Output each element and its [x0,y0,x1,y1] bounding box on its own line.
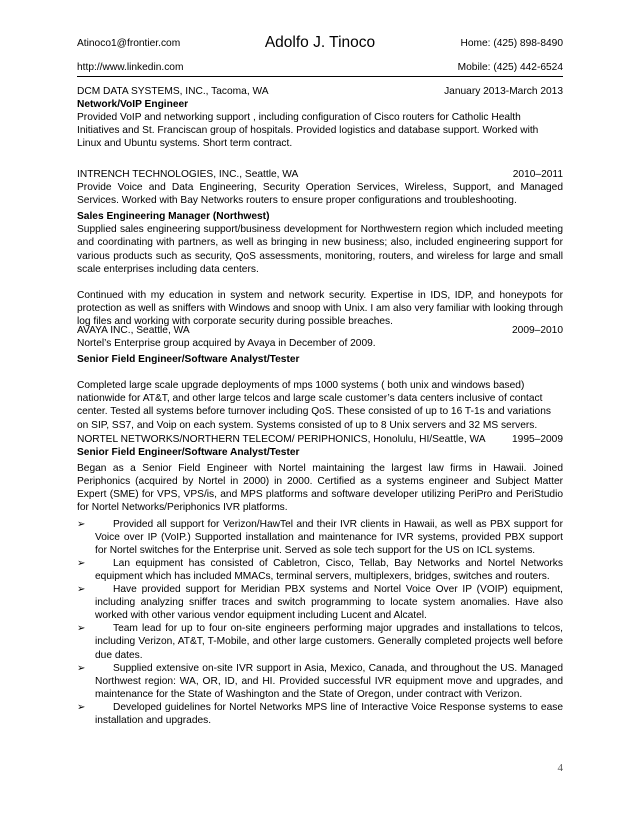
list-item [77,557,563,583]
job-dates: 1995–2009 [512,434,563,445]
job-dates: January 2013-March 2013 [444,86,563,97]
bullet-text: Supplied extensive on-site IVR support in Asia, Mexico, Canada, and throughout the US. Managed Northwest region: WA, OR, ID, and HI. Provided successful IVR equipment move and upgrades, and maintenance for the State of Washington and the State of Oregon, under contract with Verizon. [95,662,563,700]
linkedin-url: http://www.linkedin.com [77,62,184,73]
arrow-bullet-icon: ➢ [77,662,86,674]
home-phone: Home: (425) 898-8490 [460,38,563,49]
job-dcm [77,85,563,150]
job-avaya [77,324,563,432]
job-intrench [77,168,563,328]
bullet-text: Team lead for up to four on-site engineers performing major upgrades and installations to telcos, including Verizon, AT&T, T-Mobile, and other large customers. Generally completed projects well before due dates. [95,623,563,661]
arrow-bullet-icon: ➢ [77,623,86,635]
arrow-bullet-icon: ➢ [77,557,86,569]
arrow-bullet-icon: ➢ [77,518,86,530]
job-title: Senior Field Engineer/Software Analyst/Tester [77,354,300,366]
job-description: Provide Voice and Data Engineering, Security Operation Services, Wireless, Support, and Managed Services. Worked with Bay Networks routers to ensure proper configurations and troubleshooting. [77,182,563,207]
bullet-text: Provided all support for Verizon/HawTel and their IVR clients in Hawaii, as well as PBX support for Voice over IP (VoIP.) Supported installation and maintenance for IVR systems, provided PBX support for Nortel switches for the Enterprise unit. Served as sole tech support for the US on ICL systems. [95,518,563,556]
applicant-name: Adolfo J. Tinoco [264,34,376,51]
email-text: Atinoco1@frontier.com [77,38,181,49]
bullet-text: Developed guidelines for Nortel Networks MPS line of Interactive Voice Response systems to ease installation and upgrades. [95,701,563,726]
list-item [77,701,563,727]
job-description: Provided VoIP and networking support , including configuration of Cisco routers for Catholic Health Initiatives and St. Franciscan group of hospitals. Provided logistics and database support. Worked with Linux and Ubuntu systems. Short term contract. [77,112,539,150]
job-title: Sales Engineering Manager (Northwest) [77,211,270,223]
job-description-3: Continued with my education in system and network security. Expertise in IDS, IDP, and honeypots for protection as well as sniffers with Windows and snoop with Unix. I am also very familiar with looking through log files and working with corporate security during possible breaches. [77,289,563,327]
job-title: Senior Field Engineer/Software Analyst/Tester [77,447,300,459]
job-nortel [77,433,563,727]
job-description: Completed large scale upgrade deployments of mps 1000 systems ( both unix and windows based) nationwide for AT&T, and other large telcos and large scale customer’s data centers inclusive of contact center. Tested all systems before turnover including QoS. These consisted of up to 16 T-1s and variations on SIP, SS7, and Voip on each system. Systems consisted of up to 8 Unix servers and 32 MS servers. [77,380,551,431]
achievements-list [77,518,563,728]
mobile-phone: Mobile: (425) 442-6524 [457,62,563,73]
resume-page [77,0,563,826]
job-dates: 2009–2010 [512,325,563,336]
bullet-text: Have provided support for Meridian PBX systems and Nortel Voice Over IP (VOIP) equipment, including analyzing sniffer traces and switch programming to locate system anomalies. Have also worked with other various vendor equipment including Lucent and Alcatel. [95,584,563,622]
header-second-row [77,62,563,77]
list-item [77,622,563,661]
job-title: Network/VoIP Engineer [77,99,189,111]
list-item [77,583,563,622]
job-dates: 2010–2011 [512,169,563,180]
company-line: DCM DATA SYSTEMS, INC., Tacoma, WA [77,86,269,97]
page-number: 4 [557,762,563,774]
list-item [77,662,563,701]
company-line: AVAYA INC., Seattle, WA [77,325,190,336]
arrow-bullet-icon: ➢ [77,584,86,596]
job-description-2: Supplied sales engineering support/business development for Northwestern region which included meeting and coordinating with partners, as well as bringing in new business; also, included engineering support for various products such as security, QoS assessments, monitoring, routers, and wireless for large and small scale enterprises including data centers. [77,224,563,275]
list-item [77,518,563,557]
company-note: Nortel’s Enterprise group acquired by Avaya in December of 2009. [77,338,376,350]
company-line: INTRENCH TECHNOLOGIES, INC., Seattle, WA [77,169,299,180]
arrow-bullet-icon: ➢ [77,701,86,713]
bullet-text: Lan equipment has consisted of Cabletron, Cisco, Tellab, Bay Networks and Nortel Networks equipment which has included MMACs, terminal servers, multiplexers, bridges, switches and routers. [95,557,563,582]
job-description: Began as a Senior Field Engineer with Nortel maintaining the largest law firms in Hawaii. Joined Periphonics (acquired by Nortel in 2000) in 2000. Certified as a systems engineer and Subject Matter Expert (SME) for VPS, VPS/is, and MPS platforms and software developer utilizing PeriPro and PeriStudio for Nortel Networks/Periphonics IVR platforms. [77,463,563,514]
company-line: NORTEL NETWORKS/NORTHERN TELECOM/ PERIPHONICS, Honolulu, HI/Seattle, WA [77,434,486,445]
header-top-row [77,34,563,54]
